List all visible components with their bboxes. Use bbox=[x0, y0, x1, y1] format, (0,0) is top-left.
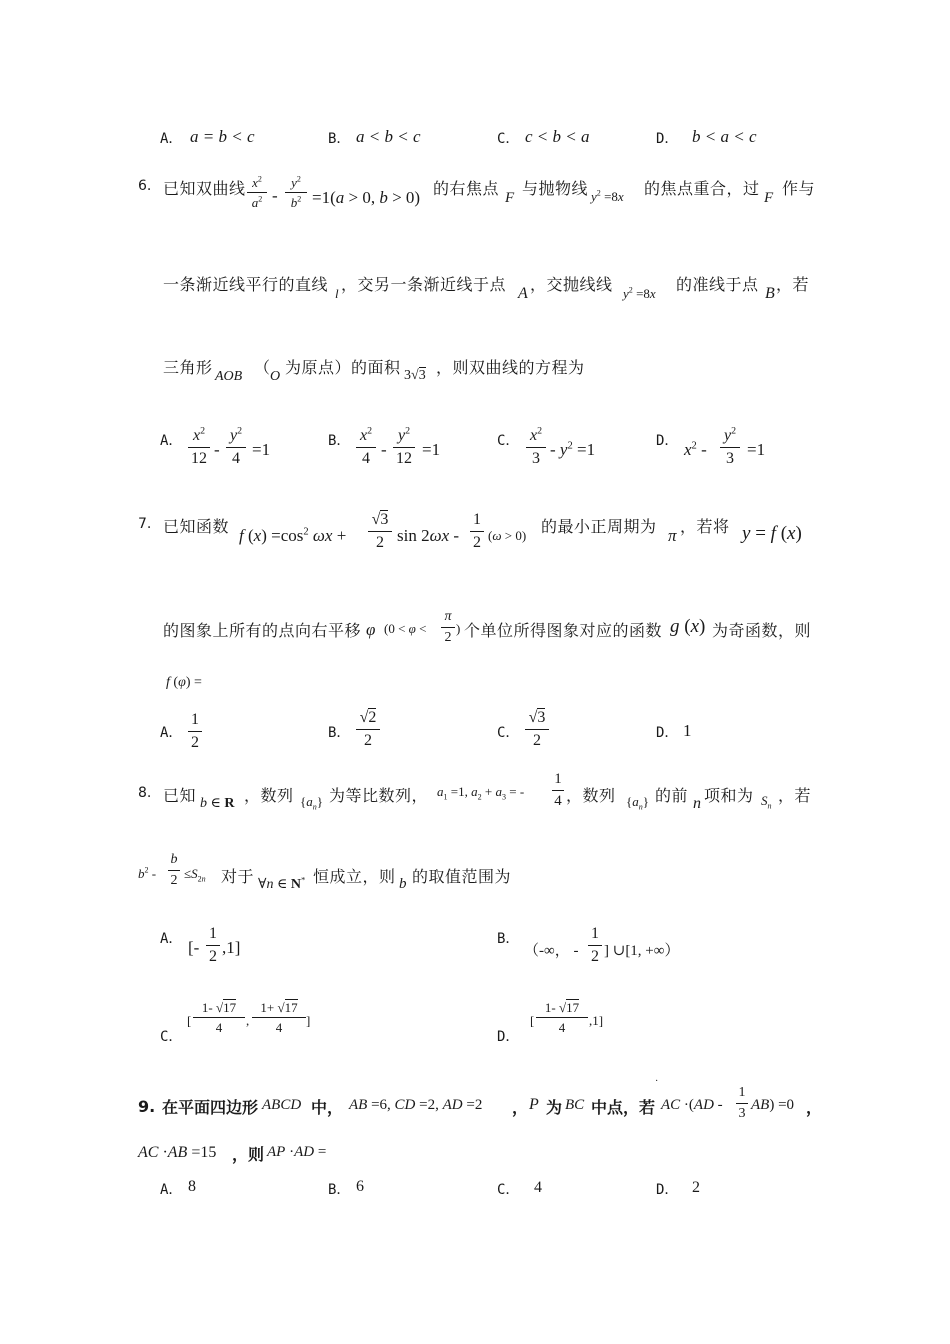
question-text: 的准线于点 bbox=[676, 275, 759, 294]
option-label: A． bbox=[160, 433, 183, 449]
formula: =1 bbox=[747, 440, 766, 459]
formula: - bbox=[381, 440, 387, 459]
question-text: 的取值范围为 bbox=[412, 867, 512, 886]
formula: $b^2$ - bbox=[138, 865, 157, 881]
question-text: 作与 bbox=[782, 179, 816, 198]
formula: sin 2ωx - bbox=[397, 526, 460, 545]
formula: - $y^2 =1$ bbox=[550, 440, 596, 459]
question-text: 为奇函数，则 bbox=[712, 621, 812, 640]
fraction: √3 2 bbox=[525, 710, 549, 749]
formula: $y^2 =8x$ bbox=[623, 285, 656, 301]
option-label: C． bbox=[497, 131, 520, 147]
formula: ABCD bbox=[262, 1097, 302, 1113]
formula: π bbox=[668, 526, 677, 545]
option-label: D． bbox=[656, 1182, 679, 1198]
question-text: 的焦点重合，过 bbox=[644, 179, 760, 198]
question-number: 8. bbox=[138, 785, 152, 801]
question-text: ，若将 bbox=[680, 517, 730, 536]
formula: [- bbox=[188, 938, 200, 957]
question-text: ，若 bbox=[776, 275, 810, 294]
formula: g (x) bbox=[670, 616, 706, 637]
option-formula: b < a < c bbox=[692, 127, 757, 146]
question-text: 为 bbox=[546, 1098, 563, 1117]
question-number: 7. bbox=[138, 516, 152, 532]
formula: AC ·AB =15 bbox=[138, 1144, 217, 1161]
formula: ) bbox=[456, 621, 461, 636]
question-text: ， bbox=[806, 1098, 823, 1117]
formula: - bbox=[272, 186, 278, 205]
formula: $y^2 =8x$ bbox=[591, 188, 624, 204]
question-text: ，则 bbox=[232, 1145, 265, 1164]
question-text: 一条渐近线平行的直线 bbox=[163, 275, 329, 294]
fraction: $x^2$ 12 bbox=[188, 428, 210, 467]
formula: f $(x) =\cos^2$ ωx + bbox=[239, 526, 347, 545]
option-label: D． bbox=[656, 725, 679, 741]
formula: ] ∪[1, +∞） bbox=[604, 943, 680, 959]
question-text: ，交抛线线 bbox=[530, 275, 613, 294]
question-text: 在平面四边形 bbox=[162, 1098, 259, 1117]
option-formula: a = b < c bbox=[190, 127, 255, 146]
question-text: 的最小正周期为 bbox=[541, 517, 657, 536]
option-value: 2 bbox=[692, 1179, 700, 1196]
option-label: B． bbox=[328, 131, 351, 147]
option-value: 1 bbox=[683, 721, 692, 740]
fraction: 1 2 bbox=[188, 712, 202, 751]
formula: AP ·AD = bbox=[267, 1144, 327, 1160]
option-label: A． bbox=[160, 131, 183, 147]
formula: （-∞， - bbox=[524, 943, 579, 959]
question-text: ，交另一条渐近线于点 bbox=[341, 275, 507, 294]
fraction: $y^2$ 12 bbox=[393, 428, 415, 467]
fraction: 1 2 bbox=[206, 926, 220, 965]
fraction: 1 3 bbox=[736, 1086, 748, 1121]
fraction: 1- √17 4 bbox=[193, 1001, 245, 1034]
formula: $S_n$ bbox=[761, 793, 772, 811]
option-value: 8 bbox=[188, 1178, 196, 1195]
question-text: ，数列 bbox=[244, 786, 294, 805]
fraction: 1 4 bbox=[552, 772, 564, 809]
option-label: C． bbox=[160, 1029, 183, 1045]
option-value: 4 bbox=[534, 1179, 542, 1196]
question-text: 个单位所得图象对应的函数 bbox=[464, 621, 663, 640]
question-text: 已知双曲线 bbox=[163, 179, 246, 198]
formula: l bbox=[335, 286, 339, 301]
fraction-y2-b2: $y^2$ $b^2$ bbox=[285, 176, 307, 209]
formula: AC ·(AD - bbox=[661, 1097, 723, 1113]
formula: F bbox=[764, 190, 774, 206]
fraction: 1 2 bbox=[470, 512, 484, 551]
formula: AB =6, CD =2, AD =2 bbox=[349, 1097, 483, 1113]
formula: n bbox=[693, 795, 701, 812]
option-label: B． bbox=[328, 433, 351, 449]
formula: AOB bbox=[215, 369, 243, 384]
formula: AB) =0 bbox=[751, 1097, 795, 1113]
question-text: 中点，若 bbox=[591, 1098, 656, 1117]
question-text: 的图象上所有的点向右平移 bbox=[163, 621, 362, 640]
formula: , bbox=[246, 1013, 250, 1028]
formula: F bbox=[505, 190, 515, 206]
fraction: 1- √17 4 bbox=[536, 1001, 588, 1034]
option-label: B． bbox=[497, 931, 520, 947]
formula: $x^2$ - bbox=[684, 440, 707, 459]
fraction: b 2 bbox=[168, 853, 180, 888]
question-number: 9. bbox=[138, 1097, 156, 1116]
question-text: ，则双曲线的方程为 bbox=[436, 358, 585, 377]
option-value: 6 bbox=[356, 1178, 364, 1195]
option-label: D． bbox=[497, 1029, 520, 1045]
option-label: B． bbox=[328, 725, 351, 741]
formula: 3√3 bbox=[404, 368, 426, 383]
formula: =1 bbox=[422, 440, 441, 459]
formula: b bbox=[399, 876, 407, 892]
question-text: 与抛物线 bbox=[522, 179, 589, 198]
formula: P bbox=[529, 1096, 539, 1113]
formula: [ bbox=[187, 1013, 192, 1028]
fraction: $y^2$ 4 bbox=[226, 428, 246, 467]
option-formula: a < b < c bbox=[356, 127, 421, 146]
option-label: C． bbox=[497, 1182, 520, 1198]
formula: ] bbox=[306, 1013, 311, 1028]
question-text: ， bbox=[512, 1098, 529, 1117]
question-text: ，若 bbox=[778, 786, 812, 805]
fraction: √3 2 bbox=[368, 512, 392, 551]
question-text: 对于 bbox=[221, 867, 255, 886]
formula: ,1] bbox=[222, 938, 241, 957]
formula: - bbox=[214, 440, 220, 459]
question-text: 为等比数列， bbox=[329, 786, 429, 805]
option-label: A． bbox=[160, 1182, 183, 1198]
formula: =1 bbox=[252, 440, 271, 459]
formula: f (φ) = bbox=[166, 675, 202, 690]
formula: φ bbox=[366, 620, 376, 639]
formula: $a_1 =1$, $a_2 + a_3$ = - bbox=[437, 784, 525, 802]
question-text: 为原点）的面积 bbox=[285, 358, 401, 377]
formula: A bbox=[518, 285, 528, 302]
formula: BC bbox=[565, 1097, 585, 1113]
formula: [ bbox=[530, 1013, 535, 1028]
question-text: 已知函数 bbox=[163, 517, 230, 536]
option-label: A． bbox=[160, 931, 183, 947]
formula: y = f (x) bbox=[742, 523, 802, 544]
formula: =1(a > 0, b > 0) bbox=[312, 188, 421, 207]
formula: ,1] bbox=[589, 1013, 604, 1028]
option-label: C． bbox=[497, 725, 520, 741]
question-text: 项和为 bbox=[704, 786, 754, 805]
formula: b ∈ R bbox=[200, 796, 235, 811]
option-label: A． bbox=[160, 725, 183, 741]
formula: (0 < φ < bbox=[384, 621, 427, 636]
formula: $\le S_{2n}$ bbox=[184, 866, 206, 884]
fraction: $x^2$ 3 bbox=[526, 428, 546, 467]
formula: O bbox=[270, 369, 281, 384]
question-text: （ bbox=[254, 358, 271, 377]
question-text: 恒成立，则 bbox=[313, 867, 396, 886]
question-text: 三角形 bbox=[163, 358, 213, 377]
fraction: $x^2$ 4 bbox=[356, 428, 376, 467]
question-text: 已知 bbox=[163, 786, 197, 805]
formula: ∀n ∈ N* bbox=[258, 874, 306, 892]
formula: $\{a_n\}$ bbox=[626, 794, 650, 812]
fraction: √2 2 bbox=[356, 710, 380, 749]
fraction: 1+ √17 4 bbox=[252, 1001, 306, 1034]
option-formula: c < b < a bbox=[525, 127, 590, 146]
formula: $\{a_n\}$ bbox=[300, 794, 324, 812]
option-label: C． bbox=[497, 433, 520, 449]
formula: (ω > 0) bbox=[488, 528, 527, 543]
fraction: 1 2 bbox=[588, 926, 602, 965]
question-text: 的右焦点 bbox=[433, 179, 500, 198]
question-text: 的前 bbox=[655, 786, 689, 805]
question-number: 6. bbox=[138, 178, 152, 194]
option-label: D． bbox=[656, 131, 679, 147]
question-text: 中， bbox=[311, 1098, 344, 1117]
fraction: π 2 bbox=[441, 610, 455, 645]
question-text: ，数列 bbox=[566, 786, 616, 805]
option-label: B． bbox=[328, 1182, 351, 1198]
fraction-x2-a2: $x^2$ $a^2$ bbox=[247, 176, 267, 209]
fraction: $y^2$ 3 bbox=[720, 428, 740, 467]
formula: B bbox=[765, 285, 775, 302]
formula: · bbox=[655, 1076, 659, 1087]
option-label: D． bbox=[656, 433, 679, 449]
